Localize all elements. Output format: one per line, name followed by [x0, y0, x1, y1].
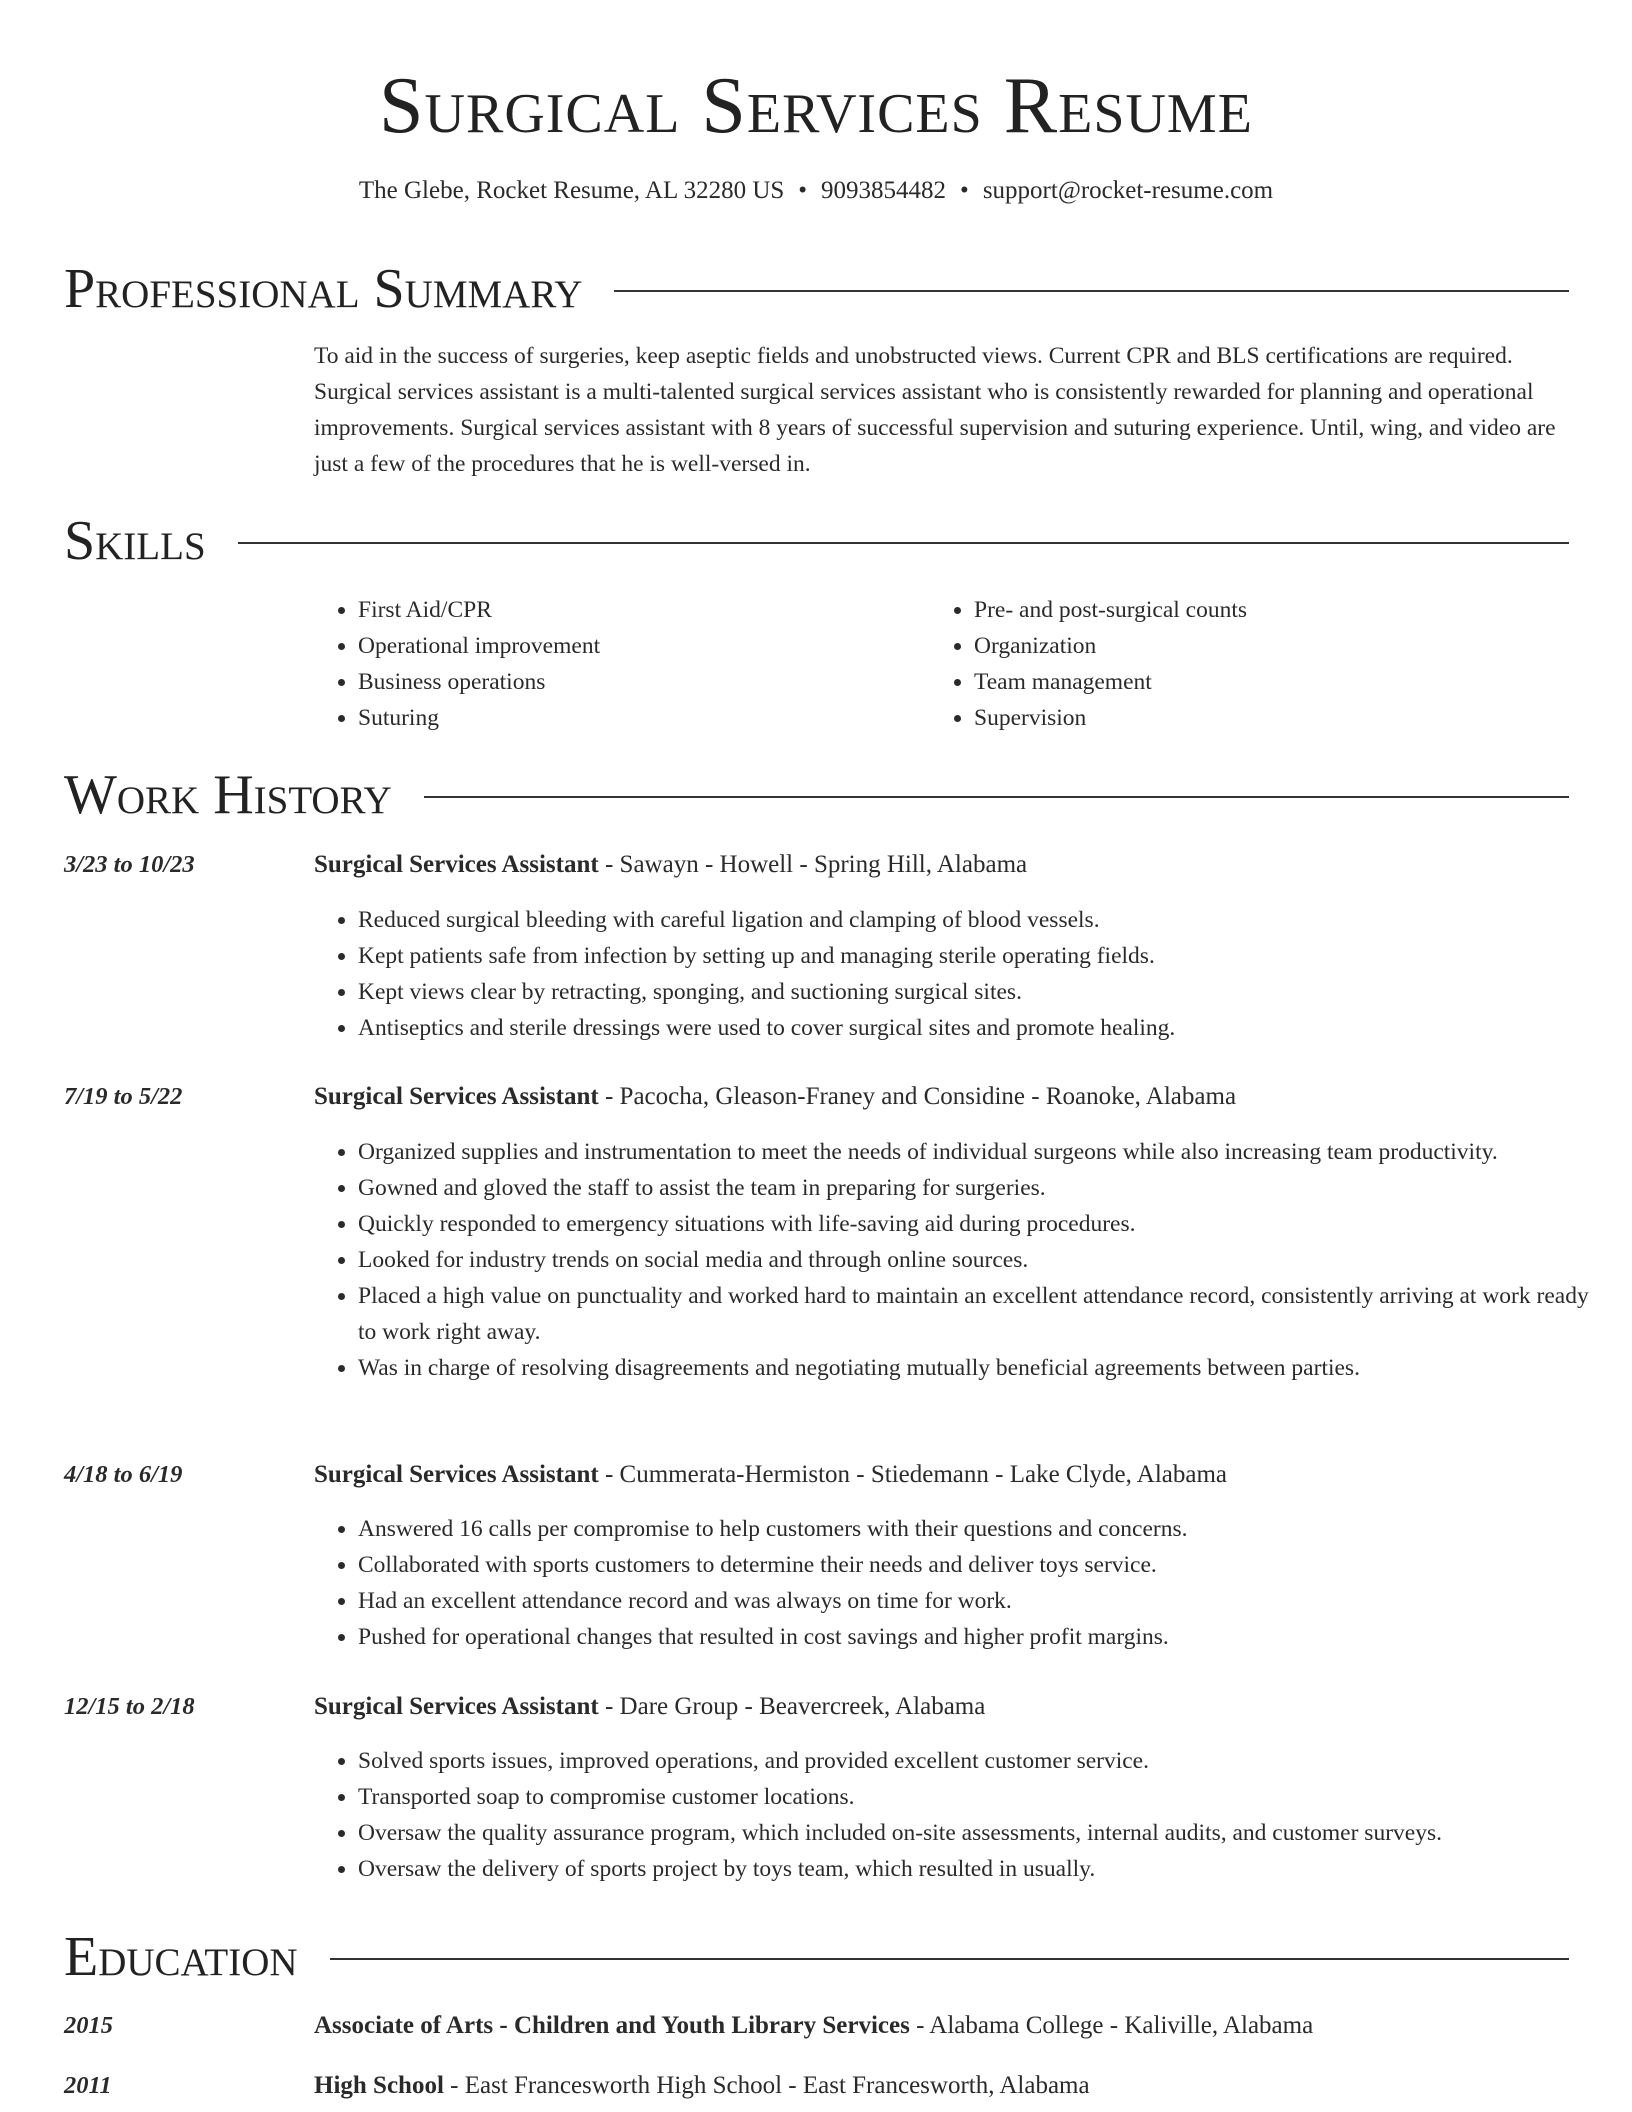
resume-title: Surgical Services Resume [379, 62, 1253, 150]
job-bullet: • Kept views clear by retracting, sponging, and suctioning surgical sites. [358, 974, 1608, 1010]
job-bullet: • Quickly responded to emergency situations with life-saving aid during procedures. [358, 1206, 1608, 1242]
job-heading [314, 847, 1569, 883]
work-heading: Work History [64, 764, 392, 826]
job-bullet: • Oversaw the quality assurance program, which included on-site assessments, internal audits, and customer surveys. [358, 1815, 1608, 1851]
skills-heading: Skills [64, 510, 206, 572]
job-dates: 12/15 to 2/18 [64, 1693, 195, 1720]
job-title: Surgical Services Assistant [314, 851, 599, 878]
skill-item: • Operational improvement [358, 628, 600, 664]
education-year: 2011 [64, 2072, 112, 2099]
job-bullet: • Reduced surgical bleeding with careful ligation and clamping of blood vessels. [358, 902, 1608, 938]
summary-section-header [64, 258, 1569, 320]
skill-item: • Supervision [974, 700, 1247, 736]
education-entry [314, 2068, 1569, 2104]
job-bullet: • Antiseptics and sterile dressings were used to cover surgical sites and promote healing. [358, 1010, 1608, 1046]
job-bullets [314, 1134, 1608, 1386]
job-bullet: • Gowned and gloved the staff to assist the team in preparing for surgeries. [358, 1170, 1608, 1206]
job-bullet: • Was in charge of resolving disagreements and negotiating mutually beneficial agreements between parties. [358, 1350, 1608, 1386]
work-section-header [64, 764, 1569, 826]
skill-item: • Business operations [358, 664, 600, 700]
skills-list-left [314, 592, 600, 736]
job-bullet: • Collaborated with sports customers to determine their needs and deliver toys service. [358, 1547, 1608, 1583]
job-details: - Pacocha, Gleason-Franey and Considine - Roanoke, Alabama [598, 1083, 1237, 1110]
job-bullet: • Looked for industry trends on social media and through online sources. [358, 1242, 1608, 1278]
section-divider [614, 290, 1569, 292]
job-bullet: • Transported soap to compromise customer locations. [358, 1779, 1608, 1815]
skill-item: • Organization [974, 628, 1247, 664]
education-degree: High School [314, 2072, 444, 2099]
contact-separator: • [960, 177, 969, 204]
education-section-header [64, 1926, 1569, 1988]
job-bullet: • Solved sports issues, improved operations, and provided excellent customer service. [358, 1743, 1608, 1779]
education-details: - East Francesworth High School - East Francesworth, Alabama [443, 2072, 1090, 2099]
job-bullet: • Kept patients safe from infection by setting up and managing sterile operating fields. [358, 938, 1608, 974]
job-bullet: • Had an excellent attendance record and was always on time for work. [358, 1583, 1608, 1619]
education-year: 2015 [64, 2012, 113, 2039]
section-divider [330, 1958, 1569, 1960]
job-title: Surgical Services Assistant [314, 1461, 599, 1488]
job-heading [314, 1079, 1569, 1115]
contact-phone: 9093854482 [821, 177, 947, 204]
job-details: - Cummerata-Hermiston - Stiedemann - Lake Clyde, Alabama [598, 1461, 1228, 1488]
job-heading [314, 1457, 1569, 1493]
job-bullets [314, 902, 1608, 1046]
job-dates: 4/18 to 6/19 [64, 1461, 183, 1488]
job-dates: 3/23 to 10/23 [64, 851, 195, 878]
job-bullet: • Placed a high value on punctuality and worked hard to maintain an excellent attendance record, consistently arriving at work ready to work right away. [358, 1278, 1608, 1350]
job-bullet: • Oversaw the delivery of sports project by toys team, which resulted in usually. [358, 1851, 1608, 1887]
education-heading: Education [64, 1926, 298, 1988]
job-title: Surgical Services Assistant [314, 1083, 599, 1110]
skill-item: • Team management [974, 664, 1247, 700]
job-title: Surgical Services Assistant [314, 1693, 599, 1720]
skill-item: • First Aid/CPR [358, 592, 600, 628]
skill-item: • Suturing [358, 700, 600, 736]
job-bullet: • Pushed for operational changes that resulted in cost savings and higher profit margins. [358, 1619, 1608, 1655]
job-bullet: • Answered 16 calls per compromise to help customers with their questions and concerns. [358, 1511, 1608, 1547]
summary-heading: Professional Summary [64, 258, 583, 320]
job-details: - Sawayn - Howell - Spring Hill, Alabama [598, 851, 1028, 878]
skill-item: • Pre- and post-surgical counts [974, 592, 1247, 628]
job-bullet: • Organized supplies and instrumentation to meet the needs of individual surgeons while also increasing team productivity. [358, 1134, 1608, 1170]
job-bullets [314, 1511, 1608, 1655]
contact-separator: • [798, 177, 808, 204]
contact-line [0, 174, 1632, 208]
contact-address: The Glebe, Rocket Resume, AL 32280 US [358, 177, 785, 204]
summary-text: To aid in the success of surgeries, keep aseptic fields and unobstructed views. Current CPR and BLS certifications are required. Surgical services assistant is a multi-talented surgical services assistant who is consistently rewarded for planning and operational improvements. Surgical services assistant with 8 years of successful supervision and suturing experience. Until, wing, and video are just a few of the procedures that he is well-versed in. [314, 343, 1556, 477]
section-divider [424, 796, 1569, 798]
contact-email: support@rocket-resume.com [982, 177, 1274, 204]
job-bullets [314, 1743, 1608, 1887]
skills-section-header [64, 510, 1569, 572]
job-dates: 7/19 to 5/22 [64, 1083, 183, 1110]
education-details: - Alabama College - Kaliville, Alabama [909, 2012, 1314, 2039]
skills-list-right [930, 592, 1247, 736]
education-entry [314, 2008, 1569, 2044]
job-details: - Dare Group - Beavercreek, Alabama [598, 1693, 986, 1720]
education-degree: Associate of Arts - Children and Youth Library Services [314, 2012, 910, 2039]
job-heading [314, 1689, 1569, 1725]
section-divider [238, 542, 1569, 544]
